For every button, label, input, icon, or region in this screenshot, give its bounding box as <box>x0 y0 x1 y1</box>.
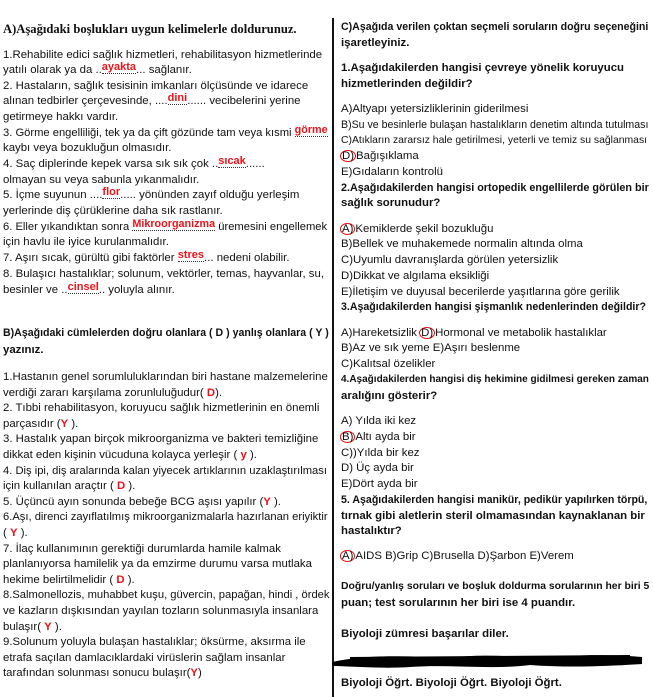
text-line <box>3 125 328 141</box>
text-line <box>3 400 319 416</box>
text-segment: 7. İlaç kullanımının gerektiği durumlarda hamile kalmak <box>3 542 281 555</box>
text-segment: hizmetlerinden değildir? <box>341 78 473 90</box>
text-segment: 4.Aşağıdakilerden hangisi diş hekimine gidilmesi gereken zaman <box>341 374 649 385</box>
section-heading <box>341 579 649 595</box>
text-segment: A)Hareketsizlik <box>341 327 421 339</box>
answer-option[interactable] <box>341 356 435 372</box>
text-segment: D)Dikkat ve algılama eksikliği <box>341 270 490 282</box>
answer-option[interactable] <box>341 164 443 180</box>
text-segment: 8. Bulaşıcı hastalıklar; solunum, vektörler, temas, hayvanlar, su, <box>3 268 324 280</box>
text-segment: 1.Hastanın genel sorumluluklarından biri hastane malzemelerine <box>3 371 328 383</box>
text-segment: Kemiklerde şekil bozukluğu <box>355 223 494 235</box>
circled-choice: D) <box>342 150 355 162</box>
text-line <box>3 385 222 401</box>
text-segment: puan; test sorularının her biri ise 4 puandır. <box>341 597 576 609</box>
section-heading <box>3 325 329 341</box>
circled-choice: A) <box>342 223 354 235</box>
question-text <box>341 180 649 196</box>
true-false-mark: D <box>116 573 125 586</box>
text-segment: aralığını gösterir? <box>341 390 438 402</box>
handwritten-answer: flor <box>102 186 121 198</box>
text-segment: 5. Aşağıdakilerden hangisi manikür, pedikür yapılırken törpü, <box>341 494 648 506</box>
section-heading <box>341 595 575 611</box>
text-line <box>3 587 330 603</box>
text-line <box>3 140 171 156</box>
text-segment: verdiği zararı karşılama zorunluluğudur( <box>3 386 207 399</box>
text-segment: ). <box>124 573 135 586</box>
text-line <box>3 556 312 572</box>
text-segment: ). <box>215 386 223 399</box>
true-false-mark: Y <box>44 620 52 633</box>
answer-option[interactable] <box>341 117 648 133</box>
true-false-mark: D <box>116 480 126 493</box>
text-segment: için havlu ile iyice kurulanmalıdır. <box>3 236 169 248</box>
text-segment: Hormonal ve metabolik hastalıklar <box>435 327 607 339</box>
answer-option[interactable] <box>341 284 620 300</box>
answer-option[interactable] <box>341 325 607 341</box>
section-heading <box>3 21 297 37</box>
text-segment: Biyoloji Öğrt. Biyoloji Öğrt. Biyoloji Öğrt. <box>341 677 562 689</box>
true-false-mark: Y <box>60 417 69 430</box>
text-segment: C)Uyumlu davranışlarda görülen yetersizlik <box>341 254 559 266</box>
text-segment: Altı ayda bir <box>355 431 416 443</box>
text-segment: Doğru/yanlış soruları ve boşluk doldurma sorularının her biri 5 <box>341 581 650 592</box>
text-segment: besinler ve .. <box>3 284 68 296</box>
text-segment: yatılı olarak ya da .. <box>3 64 102 76</box>
text-segment: C)Aşağıda verilen çoktan seçmeli soruların doğru seçeneğini <box>341 21 649 33</box>
section-heading <box>341 19 648 35</box>
text-segment: 7. Aşırı sıcak, gürültü gibi faktörler <box>3 252 178 264</box>
text-line <box>3 665 202 681</box>
text-segment: 2. Hastaların, sağlık tesisinin imkanları ölçüsünde ve idarece <box>3 80 309 92</box>
text-segment: parçasıdır ( <box>3 417 61 430</box>
text-line <box>3 541 281 557</box>
text-line <box>3 47 322 63</box>
text-line <box>3 109 118 125</box>
text-segment: tırnak gibi aletlerin steril olmamasından kaynaklanan bir <box>341 510 645 522</box>
text-segment: 4. Diş ipi, diş aralarında kalan yiyecek artıklarının uzaklaştırılması <box>3 464 327 477</box>
text-line <box>3 62 192 78</box>
text-segment: A)Altyapı yetersizliklerinin giderilmesi <box>341 103 529 115</box>
answer-option[interactable] <box>341 133 647 149</box>
text-segment: 5. Üçüncü ayın sonunda bebeğe BCG aşısı yapılır ( <box>3 495 264 508</box>
text-segment: 1.Rehabilite edici sağlık hizmetleri, rehabilitasyon hizmetlerinde <box>3 49 323 61</box>
text-segment: C)Kalıtsal özelikler <box>341 358 436 370</box>
handwritten-answer: cinsel <box>67 281 99 293</box>
text-line <box>3 634 306 650</box>
text-segment: AIDS B)Grip C)Brusella D)Şarbon E)Verem <box>355 550 574 562</box>
text-segment: hekime belirtilmelidir ( <box>3 573 117 586</box>
text-segment: ... nedeni olabilir. <box>204 252 290 264</box>
answer-option[interactable] <box>341 221 493 237</box>
text-segment: alınan tedbirler çerçevesinde, .... <box>3 95 168 107</box>
text-segment: B)Bellek ve muhakemede normalin altında olma <box>341 238 583 250</box>
text-segment: planlanıyorsa hamilelik ya da emzirme durumu varsa mutlaka <box>3 558 312 571</box>
text-line <box>3 219 327 235</box>
redacted-signatures-scribble <box>330 648 650 674</box>
text-segment: 8.Salmonellozis, muhabbet kuşu, güvercin, papağan, hindi , ördek <box>3 589 330 602</box>
text-segment: A)Aşağıdaki boşlukları uygun kelimelerle doldurunuz. <box>3 22 297 36</box>
text-segment: ..... yönünden zayıf olduğu yerleşim <box>120 189 300 201</box>
text-segment: .. yoluyla alınır. <box>98 284 175 296</box>
question-text <box>341 508 645 524</box>
text-line <box>3 431 318 447</box>
text-segment: 3.Aşağıdakilerden hangisi şişmanlık nedenlerinden değildir? <box>341 301 646 313</box>
circled-choice: A) <box>342 550 354 562</box>
answer-option[interactable] <box>341 236 583 252</box>
answer-option[interactable] <box>341 429 416 445</box>
text-line <box>3 525 28 541</box>
text-segment: ... sağlanır. <box>136 64 192 76</box>
question-text <box>341 60 624 76</box>
text-segment: E)Gıdaların kontrolü <box>341 166 443 178</box>
text-line <box>3 93 301 109</box>
text-segment: ). <box>270 495 281 508</box>
text-segment: 5. İçme suyunun .... <box>3 189 103 201</box>
handwritten-answer: sıcak <box>218 155 246 167</box>
section-heading <box>341 675 562 691</box>
text-segment: üremesini engellemek <box>215 221 328 233</box>
text-segment: yazınız. <box>3 344 44 356</box>
text-segment: ve kazların dışkısından yayılan tozların solunmasıyla insanlara <box>3 605 319 617</box>
text-segment: ). <box>17 527 28 539</box>
true-false-mark: y <box>240 449 247 461</box>
text-line <box>3 369 328 385</box>
answer-option[interactable] <box>341 413 416 429</box>
text-segment: ) <box>198 667 202 680</box>
text-segment: kaybı veya bozukluğun olmasıdır. <box>3 142 172 154</box>
text-line <box>3 234 169 250</box>
answer-option[interactable] <box>341 101 528 117</box>
text-segment: 3. Hastalık yapan birçok mikroorganizma ve bakteri temizliğine <box>3 433 319 446</box>
handwritten-answer: dini <box>167 92 188 104</box>
text-segment: ). <box>125 480 136 493</box>
answer-option[interactable] <box>341 445 420 461</box>
text-line <box>3 619 62 635</box>
text-line <box>3 156 265 172</box>
text-segment: etrafa saçılan damlacıklardaki virüslerin sağlam insanlar <box>3 651 286 664</box>
text-segment: ). <box>246 449 257 461</box>
text-segment: B)Aşağıdaki cümlelerden doğru olanlara ( D ) yanlış olanlara ( Y ) <box>3 327 329 339</box>
text-segment: 9.Solunum yoluyla bulaşan hastalıklar; öksürme, aksırma ile <box>3 636 306 649</box>
answer-option[interactable] <box>341 340 520 356</box>
text-segment: E)İletişim ve duyusal becerilerde yaşıtlarına göre gerilik <box>341 286 620 298</box>
text-segment: B)Az ve sık yeme E)Aşırı beslenme <box>341 342 521 354</box>
answer-option[interactable] <box>341 548 574 564</box>
section-heading <box>341 626 509 642</box>
question-text <box>341 372 649 388</box>
text-segment: hastalıktır? <box>341 525 402 537</box>
answer-option[interactable] <box>341 460 414 476</box>
question-text <box>341 523 402 539</box>
handwritten-answer: Mikroorganizma <box>132 218 216 230</box>
text-segment: işaretleyiniz. <box>341 37 410 49</box>
text-line <box>3 509 328 525</box>
answer-option[interactable] <box>341 268 489 284</box>
question-text <box>341 195 440 211</box>
text-segment: tarafından solunması sonucu bulaşır( <box>3 667 191 680</box>
text-segment: 3. Görme engelliliği, tek ya da çift gözünde tam veya kısmi <box>3 127 295 139</box>
text-segment: ( <box>3 527 10 539</box>
text-line <box>3 494 281 510</box>
text-line <box>3 478 135 494</box>
answer-option[interactable] <box>341 148 419 164</box>
text-segment: yerlerinde diş çürüklerine daha sık rastlanır. <box>3 205 223 217</box>
text-line <box>3 78 308 94</box>
section-heading <box>341 35 409 51</box>
text-segment: ...... vecibelerini yerine <box>187 95 301 107</box>
true-false-mark: Y <box>263 495 271 508</box>
text-segment: bulaşır( <box>3 620 45 633</box>
text-line <box>3 250 290 266</box>
text-segment: 2.Aşağıdakilerden hangisi ortopedik engellilerde görülen bir <box>341 182 649 194</box>
text-segment: ). <box>51 620 62 633</box>
true-false-mark: Y <box>190 667 199 680</box>
text-line <box>3 650 285 666</box>
text-segment: getirmeye hakkı vardır. <box>3 111 119 123</box>
text-segment: A) Yılda iki kez <box>341 415 417 427</box>
handwritten-answer: ayakta <box>101 61 137 73</box>
text-segment: C))Yılda bir kez <box>341 447 420 459</box>
text-segment: 4. Saç diplerinde kepek varsa sık sık çok .. <box>3 158 219 170</box>
handwritten-answer: görme <box>294 124 328 136</box>
text-line <box>3 266 324 282</box>
column-divider <box>332 18 334 697</box>
text-segment: D) Üç ayda bir <box>341 462 414 474</box>
text-segment: için kullanılan araçtır ( <box>3 480 117 493</box>
question-text <box>341 76 473 92</box>
text-segment: 2. Tıbbi rehabilitasyon, koruyucu sağlık hizmetlerinin en önemli <box>3 402 320 415</box>
text-line <box>3 282 175 298</box>
text-line <box>3 187 299 203</box>
text-segment: 6.Aşı, direnci zayıflatılmış mikroorganizmalarla hazırlanan eriyiktir <box>3 511 328 524</box>
text-line <box>3 416 78 432</box>
text-line <box>3 463 327 479</box>
text-segment: sağlık sorunudur? <box>341 197 441 209</box>
text-line <box>3 447 257 463</box>
text-line <box>3 203 223 219</box>
text-line <box>3 572 135 588</box>
answer-option[interactable] <box>341 476 418 492</box>
true-false-mark: Y <box>9 527 18 539</box>
text-segment: ). <box>68 417 79 430</box>
text-segment: 6. Eller yıkandıktan sonra <box>3 221 133 233</box>
question-text <box>341 492 647 508</box>
text-segment: olmayan su veya sabunla yıkanmalıdır. <box>3 174 200 186</box>
text-segment: 1.Aşağıdakilerden hangisi çevreye yönelik koruyucu <box>341 62 624 74</box>
text-segment: Bağışıklama <box>356 150 419 162</box>
question-text <box>341 299 646 315</box>
text-segment: Biyoloji zümresi başarılar diler. <box>341 628 509 640</box>
circled-choice: B) <box>342 431 354 443</box>
question-text <box>341 388 437 404</box>
circled-choice: D) <box>421 327 434 339</box>
text-segment: C)Atıkların zararsız hale getirilmesi, yeterli ve temiz su sağlanması <box>341 135 648 146</box>
text-segment: E)Dört ayda bir <box>341 478 418 490</box>
section-heading <box>3 342 44 358</box>
text-line <box>3 603 318 619</box>
true-false-mark: D <box>206 386 216 399</box>
text-segment: dikkat eden kişinin vücuduna kolayca yerleşir ( <box>3 449 241 461</box>
text-segment: B)Su ve besinlerle bulaşan hastalıkların denetim altında tutulması <box>341 119 649 131</box>
answer-option[interactable] <box>341 252 558 268</box>
handwritten-answer: stres <box>177 249 205 261</box>
text-segment: ...... <box>245 158 265 170</box>
